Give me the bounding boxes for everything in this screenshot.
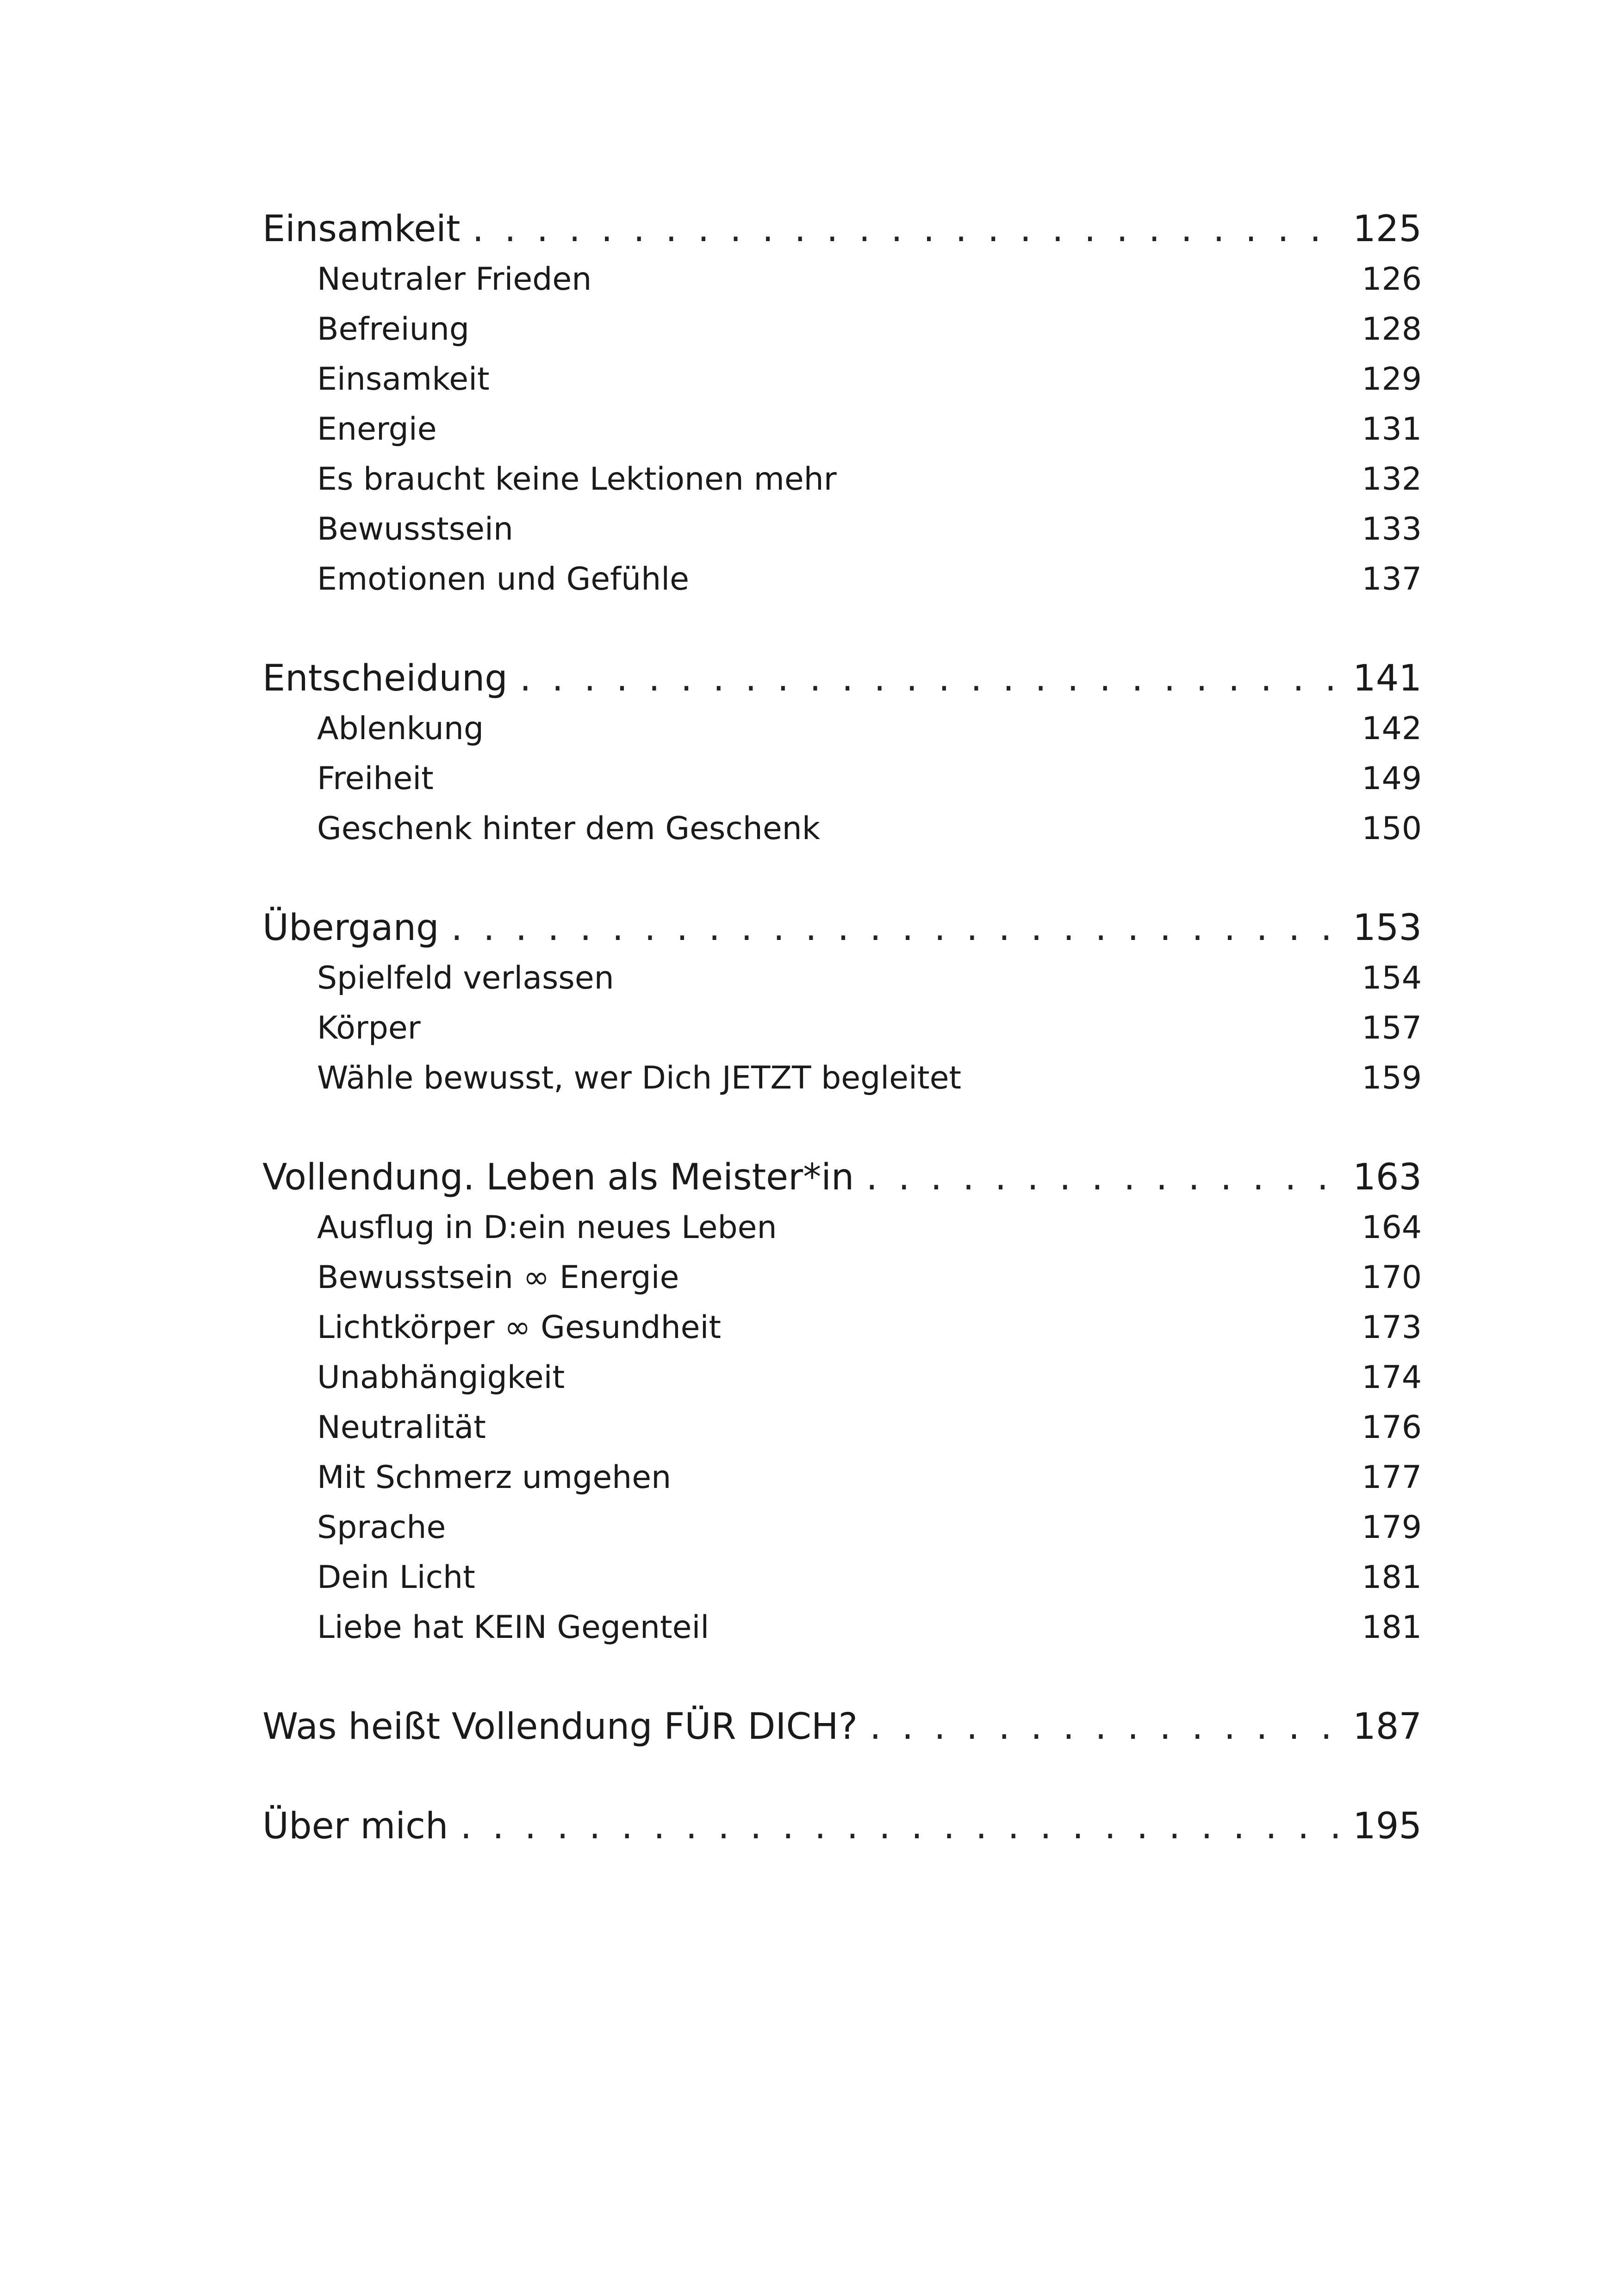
toc-subentry [262, 1503, 1422, 1553]
subentry-title: Mit Schmerz umgehen [317, 1459, 672, 1496]
toc-chapter-entry [262, 1152, 1422, 1203]
chapter-page-number: 163 [1353, 1157, 1422, 1198]
toc-subentry [262, 704, 1422, 754]
chapter-page-number: 153 [1353, 907, 1422, 949]
subentry-page-number: 170 [1362, 1259, 1422, 1296]
subentry-title: Ausflug in D:ein neues Leben [317, 1209, 777, 1246]
subentry-page-number: 181 [1362, 1559, 1422, 1596]
subentry-page-number: 154 [1362, 960, 1422, 996]
subentry-page-number: 179 [1362, 1509, 1422, 1546]
toc-section [262, 1701, 1422, 1752]
subentry-page-number: 128 [1362, 311, 1422, 348]
subentry-page-number: 177 [1362, 1459, 1422, 1496]
subentry-title: Energie [317, 411, 437, 448]
subentry-page-number: 173 [1362, 1309, 1422, 1346]
toc-subentry [262, 754, 1422, 804]
dot-leader [460, 1801, 1341, 1852]
subentry-title: Wähle bewusst, wer Dich JETZT begleitet [317, 1060, 962, 1096]
toc-subentry [262, 953, 1422, 1003]
toc-subentry [262, 1603, 1422, 1653]
subentry-title: Es braucht keine Lektionen mehr [317, 461, 837, 498]
subentry-title: Bewusstsein ∞ Energie [317, 1259, 679, 1296]
subentry-title: Ablenkung [317, 710, 484, 747]
toc-chapter-entry [262, 902, 1422, 953]
chapter-page-number: 195 [1353, 1805, 1422, 1847]
table-of-contents [262, 204, 1422, 1900]
subentry-title: Sprache [317, 1509, 446, 1546]
toc-chapter-entry [262, 1701, 1422, 1752]
subentry-title: Emotionen und Gefühle [317, 561, 689, 597]
toc-section [262, 902, 1422, 1103]
dot-leader [866, 1152, 1341, 1203]
toc-section [262, 204, 1422, 604]
toc-subentry [262, 355, 1422, 404]
subentry-page-number: 133 [1362, 511, 1422, 548]
chapter-title: Über mich [262, 1805, 448, 1847]
toc-subentry [262, 804, 1422, 854]
toc-subentry [262, 1403, 1422, 1453]
subentry-page-number: 129 [1362, 361, 1422, 398]
subentry-title: Neutraler Frieden [317, 261, 592, 298]
toc-subentry [262, 554, 1422, 604]
toc-subentry [262, 1053, 1422, 1103]
toc-subentry [262, 305, 1422, 355]
toc-subentry [262, 255, 1422, 305]
subentry-page-number: 126 [1362, 261, 1422, 298]
subentry-title: Liebe hat KEIN Gegenteil [317, 1609, 709, 1646]
toc-subentry [262, 1353, 1422, 1403]
toc-section [262, 653, 1422, 854]
toc-subentry [262, 1003, 1422, 1053]
chapter-title: Vollendung. Leben als Meister*in [262, 1157, 854, 1198]
dot-leader [472, 204, 1341, 255]
subentry-title: Dein Licht [317, 1559, 475, 1596]
toc-subentry [262, 1253, 1422, 1303]
subentry-title: Einsamkeit [317, 361, 490, 398]
chapter-title: Übergang [262, 907, 439, 949]
chapter-title: Einsamkeit [262, 208, 461, 250]
subentry-title: Spielfeld verlassen [317, 960, 614, 996]
subentry-title: Neutralität [317, 1409, 486, 1446]
subentry-page-number: 137 [1362, 561, 1422, 597]
chapter-title: Was heißt Vollendung FÜR DICH? [262, 1706, 858, 1748]
subentry-title: Geschenk hinter dem Geschenk [317, 810, 821, 847]
dot-leader [870, 1701, 1341, 1752]
chapter-page-number: 141 [1353, 658, 1422, 699]
chapter-page-number: 125 [1353, 208, 1422, 250]
subentry-page-number: 174 [1362, 1359, 1422, 1396]
subentry-page-number: 159 [1362, 1060, 1422, 1096]
toc-chapter-entry [262, 1801, 1422, 1852]
subentry-title: Unabhängigkeit [317, 1359, 565, 1396]
toc-subentry [262, 1203, 1422, 1253]
dot-leader [520, 653, 1341, 704]
toc-section [262, 1152, 1422, 1653]
toc-subentry [262, 1303, 1422, 1353]
toc-chapter-entry [262, 653, 1422, 704]
toc-section [262, 1801, 1422, 1852]
subentry-page-number: 132 [1362, 461, 1422, 498]
chapter-title: Entscheidung [262, 658, 508, 699]
subentry-page-number: 164 [1362, 1209, 1422, 1246]
toc-subentry [262, 504, 1422, 554]
subentry-title: Bewusstsein [317, 511, 513, 548]
subentry-page-number: 150 [1362, 810, 1422, 847]
subentry-title: Freiheit [317, 760, 434, 797]
toc-subentry [262, 404, 1422, 454]
toc-chapter-entry [262, 204, 1422, 255]
subentry-page-number: 149 [1362, 760, 1422, 797]
toc-subentry [262, 1453, 1422, 1503]
subentry-title: Lichtkörper ∞ Gesundheit [317, 1309, 722, 1346]
chapter-page-number: 187 [1353, 1706, 1422, 1748]
subentry-title: Körper [317, 1010, 421, 1046]
toc-subentry [262, 1553, 1422, 1603]
subentry-title: Befreiung [317, 311, 469, 348]
subentry-page-number: 176 [1362, 1409, 1422, 1446]
subentry-page-number: 157 [1362, 1010, 1422, 1046]
toc-subentry [262, 454, 1422, 504]
subentry-page-number: 181 [1362, 1609, 1422, 1646]
dot-leader [451, 902, 1341, 953]
subentry-page-number: 131 [1362, 411, 1422, 448]
subentry-page-number: 142 [1362, 710, 1422, 747]
